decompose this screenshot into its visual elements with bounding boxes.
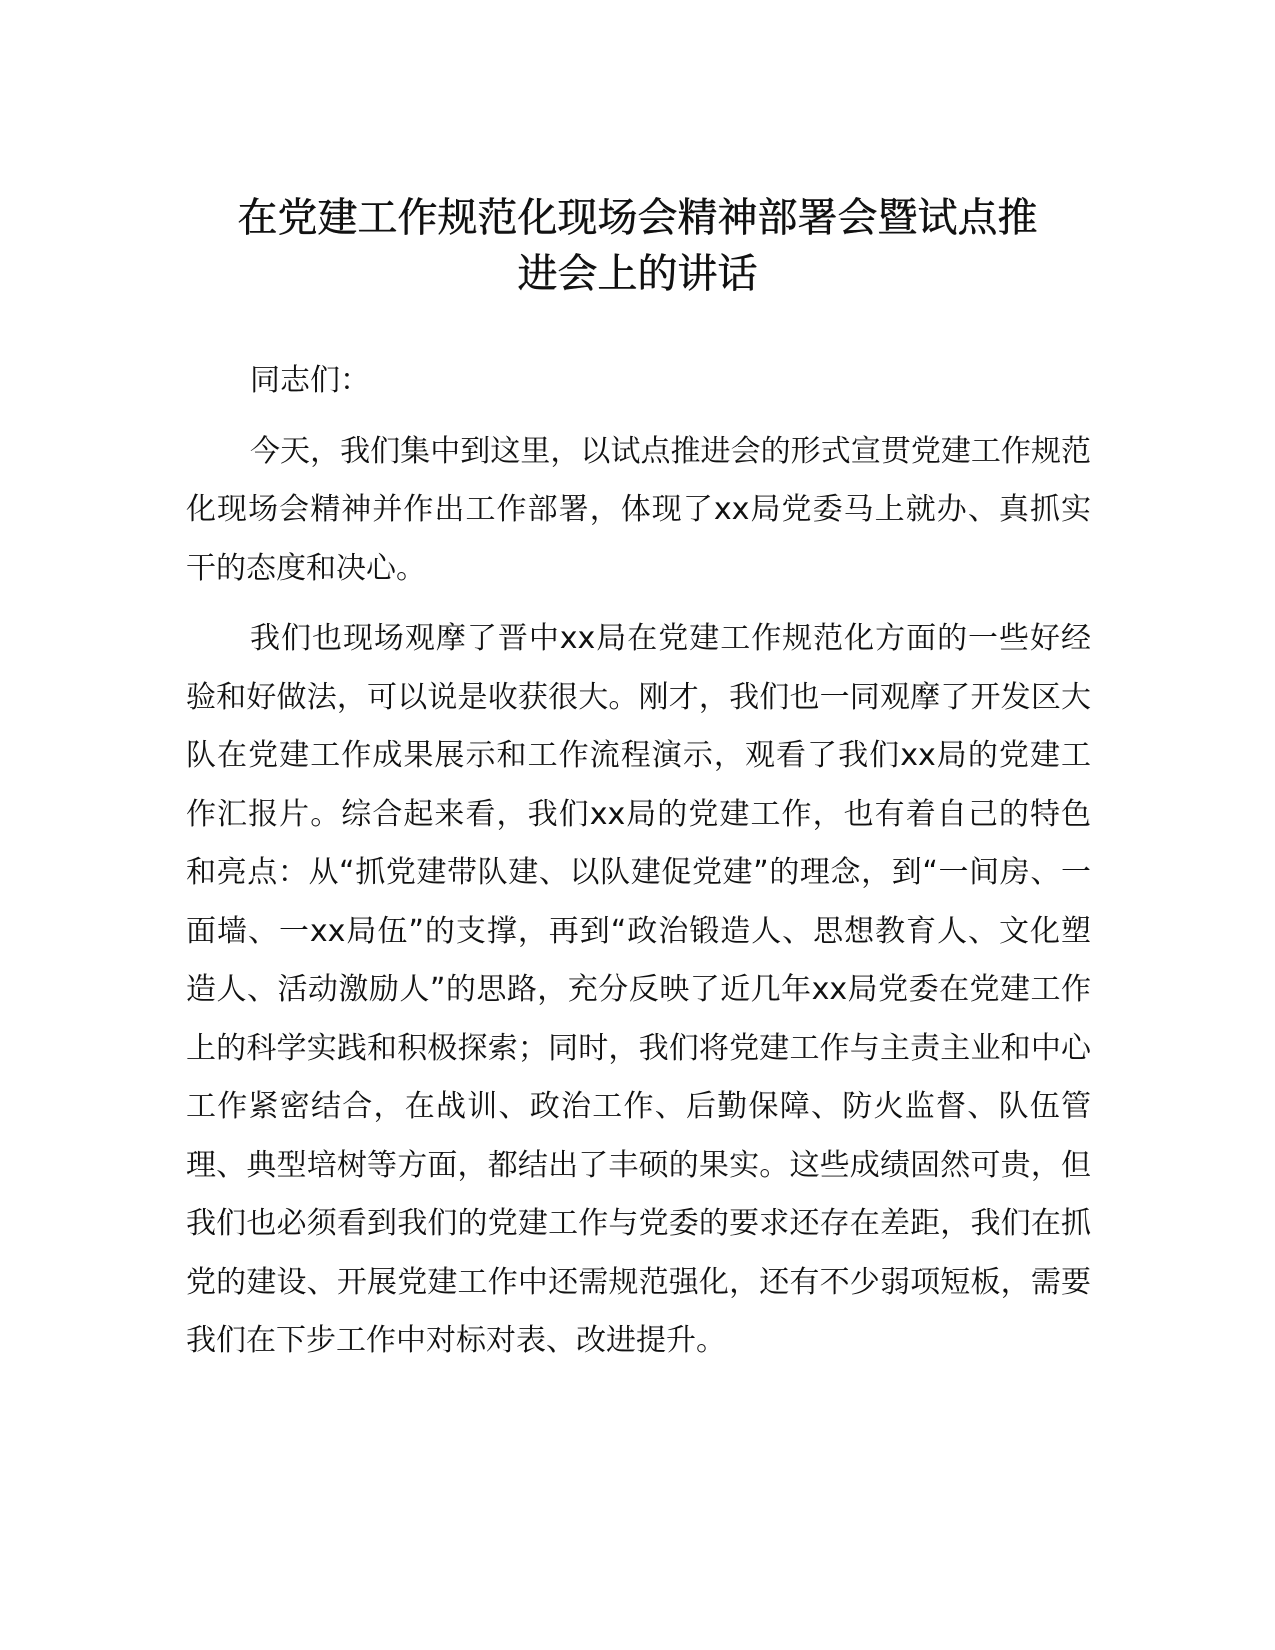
paragraph-2: 我们也现场观摩了晋中xx局在党建工作规范化方面的一些好经验和好做法，可以说是收获很大。刚才，我们也一同观摩了开发区大队在党建工作成果展示和工作流程演示，观看了我们xx局的党建工作汇报片。综合起来看，我们xx局的党建工作，也有着自己的特色和亮点：从“抓党建带队建、以队建促党建”的理念，到“一间房、一面墙、一xx局伍”的支撑，再到“政治锻造人、思想教育人、文化塑造人、活动激励人”的思路，充分反映了近几年xx局党委在党建工作上的科学实践和积极探索；同时，我们将党建工作与主责主业和中心工作紧密结合，在战训、政治工作、后勤保障、防火监督、队伍管理、典型培树等方面，都结出了丰硕的果实。这些成绩固然可贵，但我们也必须看到我们的党建工作与党委的要求还存在差距，我们在抓党的建设、开展党建工作中还需规范强化，还有不少弱项短板，需要我们在下步工作中对标对表、改进提升。 — [186, 621, 1091, 1358]
title-line-1: 在党建工作规范化现场会精神部署会暨试点推 — [237, 195, 1038, 241]
document-body — [186, 352, 1091, 1383]
title-line-2: 进会上的讲话 — [517, 251, 758, 297]
document-title — [180, 190, 1095, 302]
paragraph-1: 今天，我们集中到这里，以试点推进会的形式宣贯党建工作规范化现场会精神并作出工作部署，体现了xx局党委马上就办、真抓实干的态度和决心。 — [186, 433, 1091, 586]
salutation: 同志们： — [250, 363, 370, 398]
